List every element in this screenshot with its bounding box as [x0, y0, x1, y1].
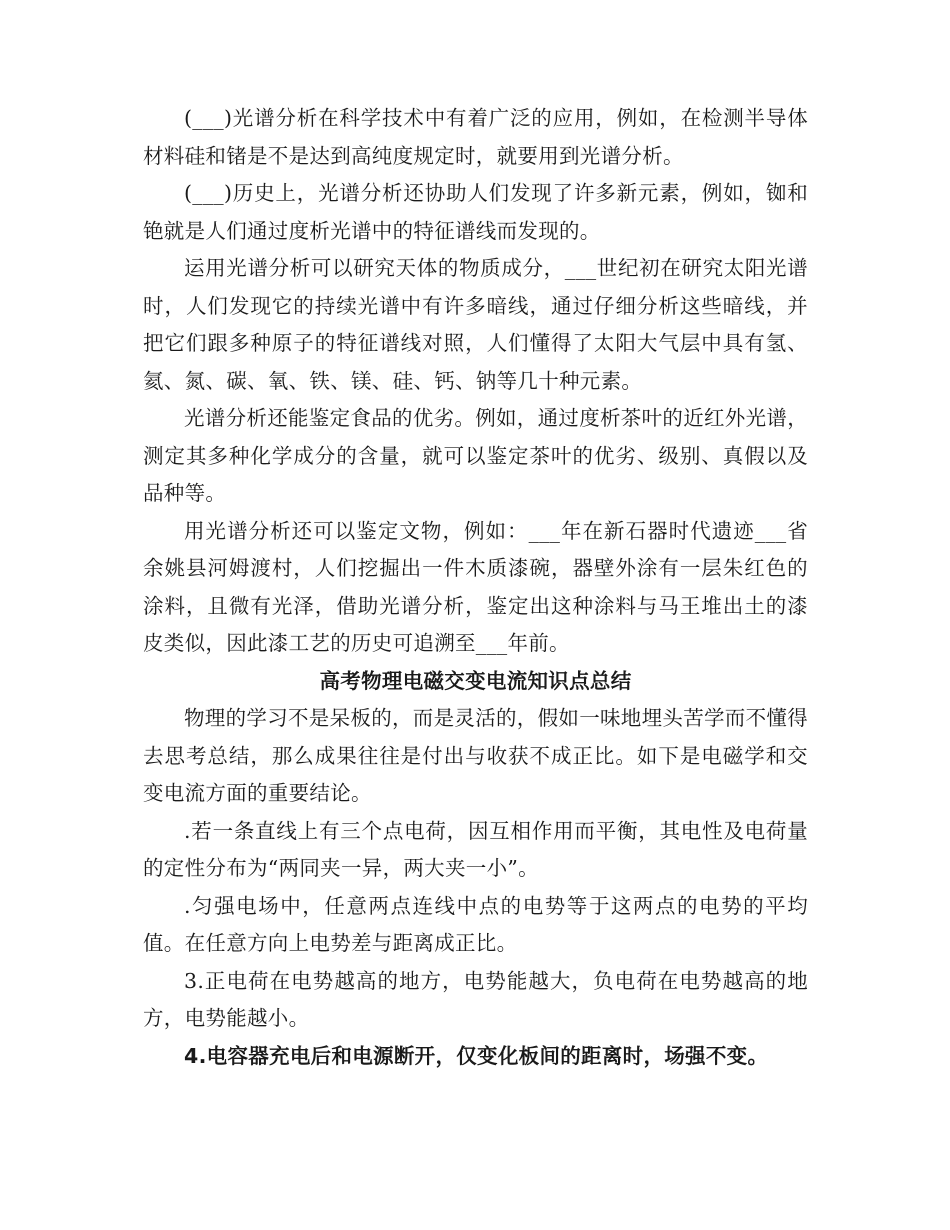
paragraph-spectral-celestial: 运用光谱分析可以研究天体的物质成分，___世纪初在研究太阳光谱时，人们发现它的持续光谱中有许多暗线，通过仔细分析这些暗线，并把它们跟多种原子的特征谱线对照，人们懂得了太阳大气层中具有氢、氦、氮、碳、氧、铁、镁、硅、钙、钠等几十种元素。	[143, 256, 808, 393]
paragraph-capacitor: 4.电容器充电后和电源断开，仅变化板间的距离时，场强不变。	[184, 1043, 769, 1068]
paragraph-spectral-food: 光谱分析还能鉴定食品的优劣。例如，通过度析茶叶的近红外光谱，测定其多种化学成分的含量，就可以鉴定茶叶的优劣、级别、真假以及品种等。	[143, 406, 808, 505]
document-page	[143, 100, 808, 1075]
paragraph-point-charges: .若一条直线上有三个点电荷，因互相作用而平衡，其电性及电荷量的定性分布为“两同夹一异，两大夹一小”。	[143, 818, 808, 880]
paragraph-intro: 物理的学习不是呆板的，而是灵活的，假如一味地埋头苦学而不懂得去思考总结，那么成果往往是付出与收获不成正比。如下是电磁学和交变电流方面的重要结论。	[143, 706, 808, 805]
paragraph-uniform-field: .匀强电场中，任意两点连线中点的电势等于这两点的电势的平均值。在任意方向上电势差与距离成正比。	[143, 893, 808, 955]
section-title: 高考物理电磁交变电流知识点总结	[319, 668, 632, 693]
paragraph-spectral-new-elements: (___)历史上，光谱分析还协助人们发现了许多新元素，例如，铷和铯就是人们通过度析光谱中的特征谱线而发现的。	[143, 181, 808, 243]
paragraph-spectral-semiconductor: (___)光谱分析在科学技术中有着广泛的应用，例如，在检测半导体材料硅和锗是不是达到高纯度规定时，就要用到光谱分析。	[143, 106, 808, 168]
paragraph-spectral-relics: 用光谱分析还可以鉴定文物，例如：___年在新石器时代遗迹___省余姚县河姆渡村，人们挖掘出一件木质漆碗，器壁外涂有一层朱红色的涂料，且微有光泽，借助光谱分析，鉴定出这种涂料与马王堆出土的漆皮类似，因此漆工艺的历史可追溯至___年前。	[143, 518, 808, 655]
paragraph-potential-energy: 3.正电荷在电势越高的地方，电势能越大，负电荷在电势越高的地方，电势能越小。	[143, 968, 808, 1030]
